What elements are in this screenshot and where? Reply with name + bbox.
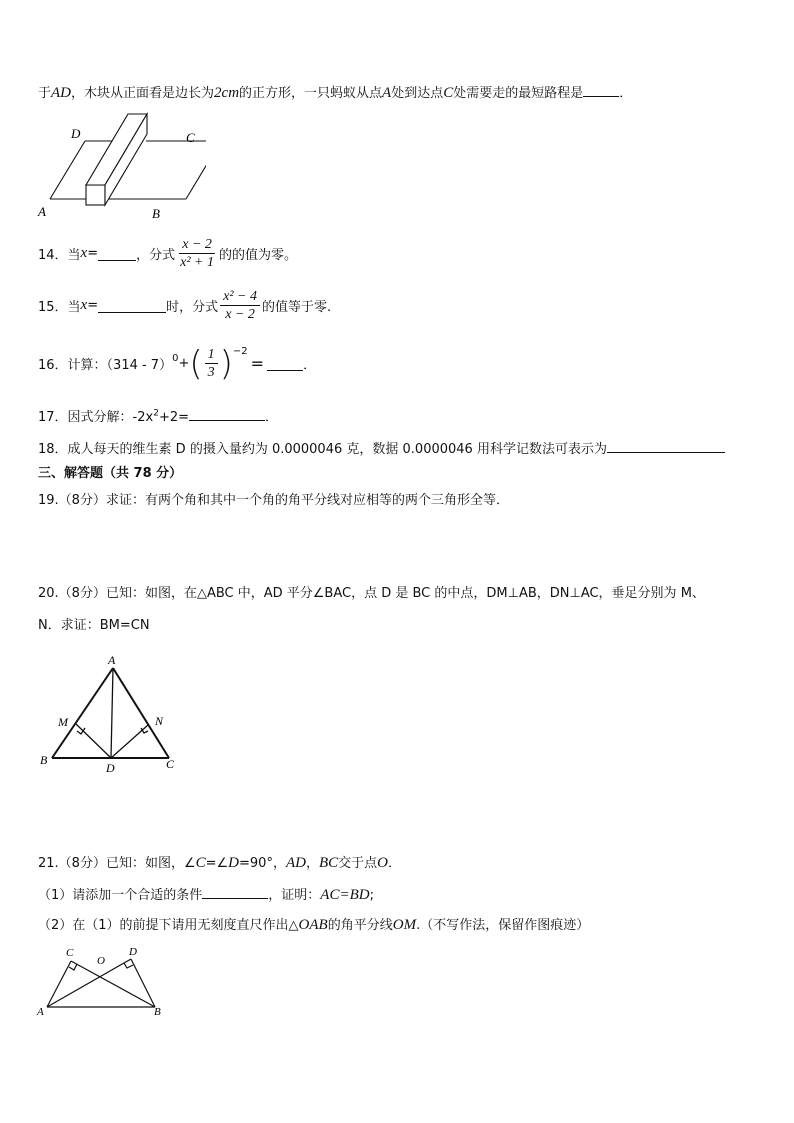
label-B: B [40, 753, 48, 767]
answer-blank[interactable] [202, 885, 268, 899]
q15-text: 15．当 x = 时，分式 $\frac{\text{x² − 4}}{x - 2}$ 的值等于零. [38, 289, 332, 322]
label-C: C [166, 757, 175, 771]
q20-figure [36, 652, 186, 774]
q18-text: 18．成人每天的维生素 D 的摄入量约为 0.0000046 克，数据 0.0000046 用科学记数法可表示为 [38, 438, 725, 457]
answer-blank[interactable] [583, 83, 619, 97]
section-title: 三、解答题（共 78 分） [38, 466, 183, 481]
label-B: B [152, 206, 160, 221]
label-D: D [71, 126, 81, 141]
q13-figure [36, 112, 206, 222]
answer-blank[interactable] [267, 357, 303, 371]
q13-text: 于AD，木块从正面看是边长为2cm的正方形，一只蚂蚁从点A处到达点C处需要走的最短路程是 ． [38, 85, 633, 101]
q21-figure [34, 942, 174, 1020]
q16-text: 16．计算：（314 - 7） $^0$ + ( $\frac{1}{3}$ ) $^{-2}$ = ． [38, 343, 317, 384]
paren-right: ) [219, 343, 233, 384]
q21-line1: 21.（8分）已知：如图，∠C=∠D=90°，AD，BC交于点O． [38, 855, 402, 871]
label-C: C [66, 947, 74, 959]
fraction: $\frac{\text{x² − 4}}{x - 2}$ [220, 288, 260, 323]
label-A: A [108, 653, 116, 667]
q20-line2: N．求证：BM=CN [38, 618, 150, 633]
paren-left: ( [189, 343, 203, 384]
answer-blank[interactable] [98, 299, 166, 313]
label-O: O [97, 955, 105, 967]
label-B: B [154, 1006, 161, 1018]
answer-blank[interactable] [189, 407, 265, 421]
q20-line1: 20.（8分）已知：如图，在△ABC 中，AD 平分∠BAC，点 D 是 BC 的中点，DM⊥AB，DN⊥AC，垂足分别为 M、 [38, 586, 705, 601]
answer-blank[interactable] [98, 247, 136, 261]
q21-part2: （2）在（1）的前提下请用无刻度直尺作出△OAB的角平分线OM.（不写作法，保留作图痕迹） [38, 917, 590, 933]
q21-part1: （1）请添加一个合适的条件 ，证明：AC=BD; [38, 887, 374, 903]
fraction: $\frac{1}{3}$ [205, 346, 218, 381]
q19-text: 19.（8分）求证：有两个角和其中一个角的角平分线对应相等的两个三角形全等． [38, 493, 509, 508]
q17-text: 17．因式分解：$-2x^2+2=$ ． [38, 408, 279, 425]
q14-text: 14．当 x = ，分式 $\frac{x - 2}{\text{x² + 1}}$ 的的值为零。 [38, 237, 298, 270]
answer-blank[interactable] [607, 439, 725, 453]
label-D: D [106, 761, 115, 774]
fraction: $\frac{x - 2}{\text{x² + 1}}$ [180, 237, 214, 270]
label-A: A [38, 204, 46, 219]
label-M: M [58, 715, 68, 729]
label-N: N [155, 714, 164, 728]
label-D: D [129, 946, 137, 958]
label-A: A [37, 1006, 44, 1018]
label-C: C [186, 130, 195, 145]
